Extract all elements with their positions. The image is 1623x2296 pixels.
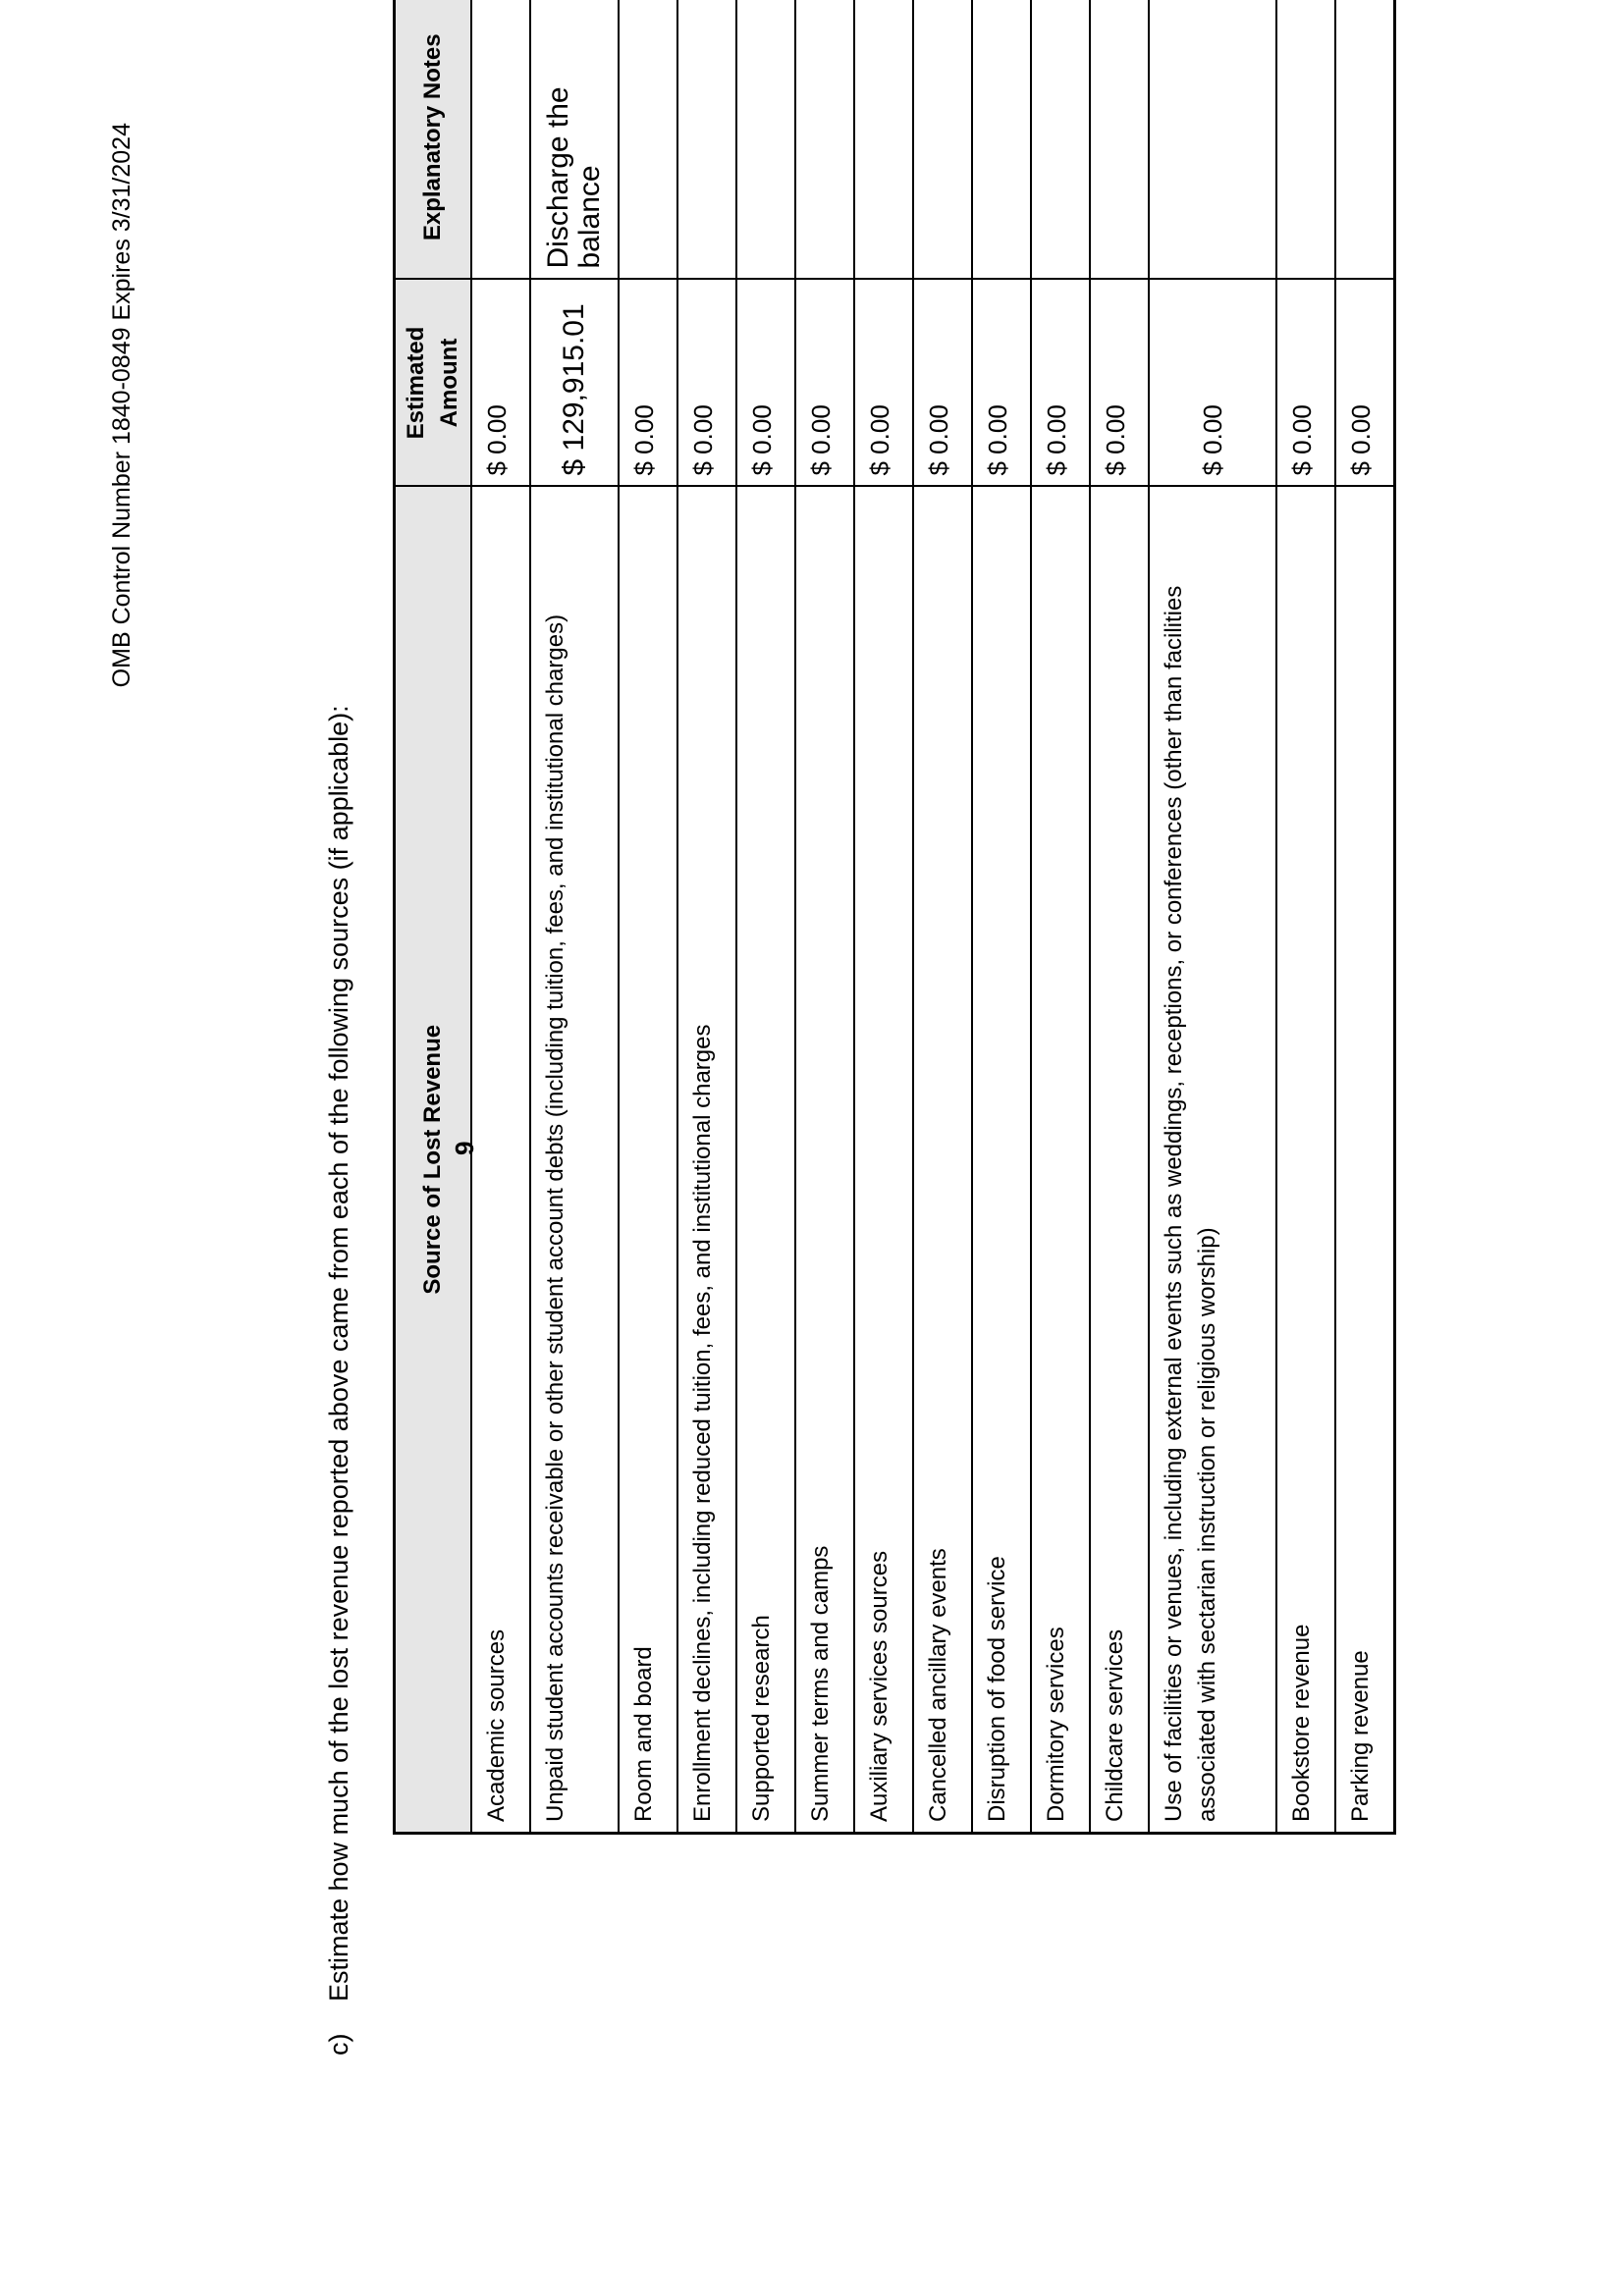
amount-cell[interactable]: $ 0.00 [619, 280, 677, 487]
table-row [530, 0, 619, 1834]
table-header-row [395, 0, 472, 1834]
notes-cell[interactable]: Discharge the balance [530, 0, 619, 280]
amount-cell[interactable]: $ 0.00 [1031, 280, 1090, 487]
amount-cell[interactable]: $ 0.00 [1335, 280, 1394, 487]
table-row [471, 0, 530, 1834]
notes-cell[interactable] [913, 0, 972, 280]
table-row [913, 0, 972, 1834]
table-row [619, 0, 677, 1834]
question-text: Estimate how much of the lost revenue reported above came from each of the following sources (if applicable): [324, 705, 353, 2002]
source-cell: Disruption of food service [972, 487, 1031, 1834]
source-cell: Cancelled ancillary events [913, 487, 972, 1834]
lost-revenue-table [393, 0, 1396, 1835]
amount-cell[interactable]: $ 0.00 [1090, 280, 1149, 487]
amount-cell[interactable]: $ 0.00 [854, 280, 913, 487]
notes-cell[interactable] [1276, 0, 1335, 280]
table-row [1335, 0, 1394, 1834]
source-cell: Supported research [736, 487, 795, 1834]
amount-cell[interactable]: $ 0.00 [1276, 280, 1335, 487]
page-number: 9 [450, 1141, 479, 1155]
amount-cell[interactable]: $ 0.00 [795, 280, 854, 487]
header-source: Source of Lost Revenue [395, 487, 472, 1834]
source-cell: Room and board [619, 487, 677, 1834]
source-cell: Academic sources [471, 487, 530, 1834]
source-cell: Parking revenue [1335, 487, 1394, 1834]
table-row [1031, 0, 1090, 1834]
table-row [677, 0, 736, 1834]
notes-cell[interactable] [1335, 0, 1394, 280]
notes-cell[interactable] [677, 0, 736, 280]
amount-cell[interactable]: $ 0.00 [471, 280, 530, 487]
amount-cell[interactable]: $ 0.00 [736, 280, 795, 487]
source-cell: Enrollment declines, including reduced tuition, fees, and institutional charges [677, 487, 736, 1834]
amount-cell[interactable]: $ 0.00 [972, 280, 1031, 487]
amount-cell[interactable]: $ 0.00 [1149, 280, 1276, 487]
amount-cell[interactable]: $ 0.00 [913, 280, 972, 487]
table-row [736, 0, 795, 1834]
question-label: c) [324, 2033, 353, 2056]
notes-cell[interactable] [736, 0, 795, 280]
table-row [1276, 0, 1335, 1834]
table-row [795, 0, 854, 1834]
notes-cell[interactable] [619, 0, 677, 280]
notes-cell[interactable] [1149, 0, 1276, 280]
notes-cell[interactable] [972, 0, 1031, 280]
source-cell: Auxiliary services sources [854, 487, 913, 1834]
amount-cell[interactable]: $ 129,915.01 [530, 280, 619, 487]
omb-control-number: OMB Control Number 1840-0849 Expires 3/31/2024 [108, 123, 135, 688]
source-cell: Bookstore revenue [1276, 487, 1335, 1834]
source-cell: Use of facilities or venues, including external events such as weddings, receptions, or conferences (other than facilities associated with sectarian instruction or religious worship) [1149, 487, 1276, 1834]
table-row [1090, 0, 1149, 1834]
notes-cell[interactable] [471, 0, 530, 280]
table-row [972, 0, 1031, 1834]
header-notes: Explanatory Notes [395, 0, 472, 280]
amount-cell[interactable]: $ 0.00 [677, 280, 736, 487]
table-row [1149, 0, 1276, 1834]
notes-cell[interactable] [1090, 0, 1149, 280]
table-row [854, 0, 913, 1834]
source-cell: Dormitory services [1031, 487, 1090, 1834]
source-cell: Childcare services [1090, 487, 1149, 1834]
header-amount: Estimated Amount [395, 280, 472, 487]
notes-cell[interactable] [1031, 0, 1090, 280]
source-cell: Summer terms and camps [795, 487, 854, 1834]
notes-cell[interactable] [854, 0, 913, 280]
notes-cell[interactable] [795, 0, 854, 280]
source-cell: Unpaid student accounts receivable or other student account debts (including tuition, fees, and institutional charges) [530, 487, 619, 1834]
question-c [324, 705, 354, 2056]
